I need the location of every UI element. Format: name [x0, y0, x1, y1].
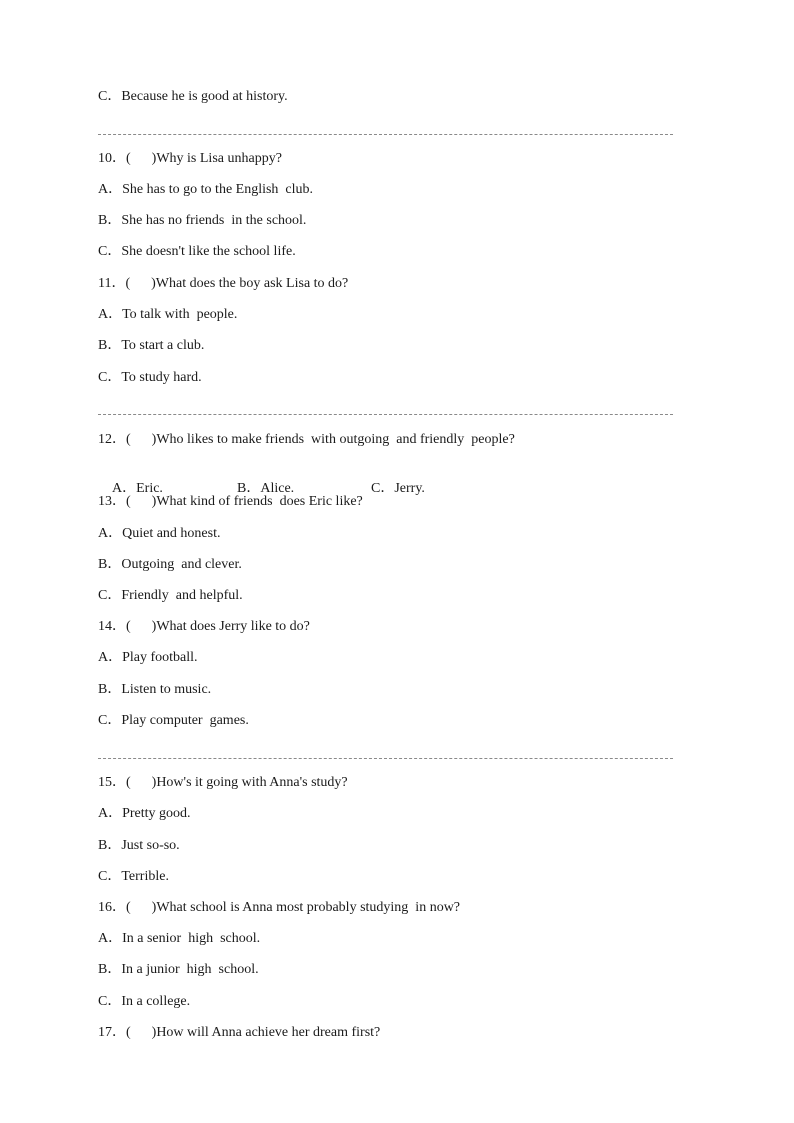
q15-option-a: A．Pretty good. [98, 806, 191, 821]
q15-option-b: B．Just so-so. [98, 838, 180, 853]
question-16: 16．( )What school is Anna most probably studying in now? [98, 900, 461, 915]
q12-option-b: B．Alice. [237, 481, 295, 496]
q14-option-c: C．Play computer games. [98, 713, 249, 728]
q12-option-c: C．Jerry. [371, 481, 425, 496]
q16-option-c: C．In a college. [98, 994, 191, 1009]
q13-option-c: C．Friendly and helpful. [98, 588, 243, 603]
section-divider [98, 134, 673, 135]
question-12: 12．( )Who likes to make friends with outgoing and friendly people? [98, 432, 515, 447]
q16-option-a: A．In a senior high school. [98, 931, 261, 946]
q11-option-b: B．To start a club. [98, 338, 205, 353]
question-15: 15．( )How's it going with Anna's study? [98, 775, 348, 790]
question-10: 10．( )Why is Lisa unhappy? [98, 151, 282, 166]
q10-option-c: C．She doesn't like the school life. [98, 244, 296, 259]
q13-option-a: A．Quiet and honest. [98, 526, 221, 541]
q9-option-c: C．Because he is good at history. [98, 89, 288, 104]
section-divider [98, 758, 673, 759]
q11-option-a: A．To talk with people. [98, 307, 238, 322]
q12-option-a: A．Eric. [112, 481, 163, 496]
q11-option-c: C．To study hard. [98, 370, 202, 385]
question-11: 11．( )What does the boy ask Lisa to do? [98, 276, 349, 291]
question-13: 13．( )What kind of friends does Eric like? [98, 494, 363, 509]
q10-option-b: B．She has no friends in the school. [98, 213, 307, 228]
q14-option-a: A．Play football. [98, 650, 198, 665]
q13-option-b: B．Outgoing and clever. [98, 557, 242, 572]
q16-option-b: B．In a junior high school. [98, 962, 259, 977]
q14-option-b: B．Listen to music. [98, 682, 212, 697]
question-14: 14．( )What does Jerry like to do? [98, 619, 310, 634]
q15-option-c: C．Terrible. [98, 869, 169, 884]
section-divider [98, 414, 673, 415]
question-17: 17．( )How will Anna achieve her dream first? [98, 1025, 381, 1040]
q10-option-a: A．She has to go to the English club. [98, 182, 314, 197]
